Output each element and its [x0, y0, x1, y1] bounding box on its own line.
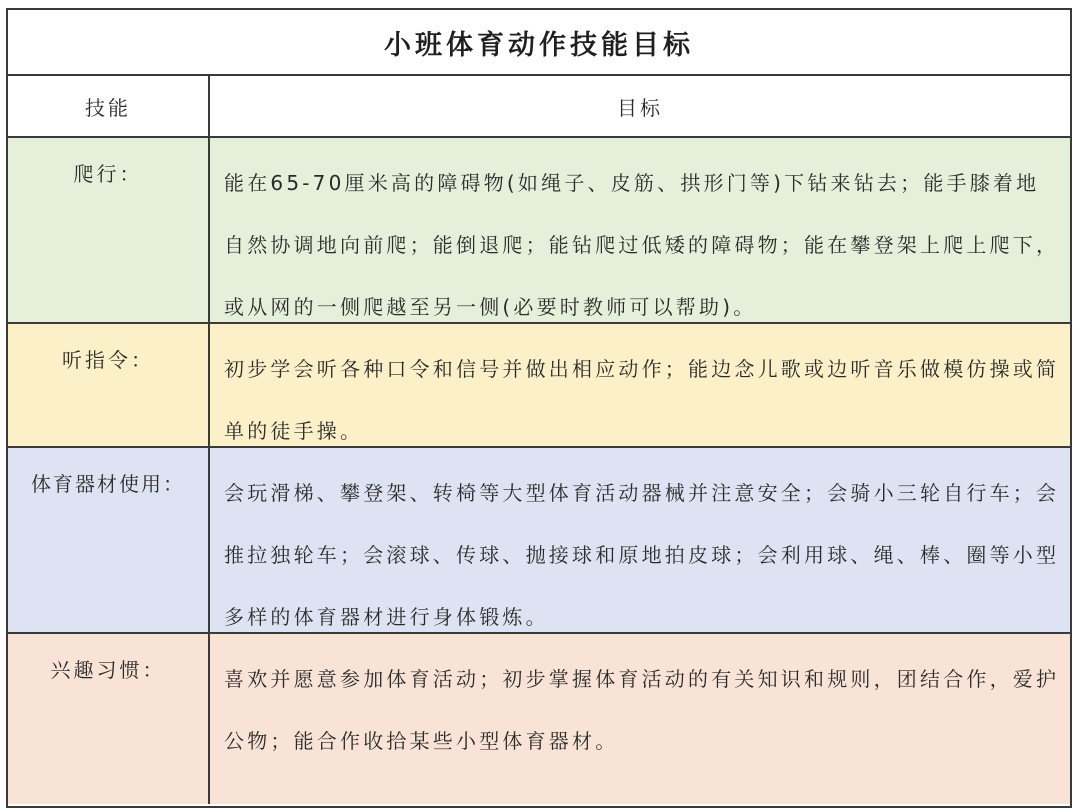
- table-row-equipment: [8, 448, 1070, 634]
- skill-crawling: 爬行：: [8, 138, 210, 322]
- goal-interest: 喜欢并愿意参加体育活动；初步掌握体育活动的有关知识和规则，团结合作，爱护公物；能合作收拾某些小型体育器材。: [224, 667, 1060, 753]
- table-header-row: [8, 76, 1070, 138]
- skill-interest: 兴趣习惯：: [8, 634, 210, 804]
- skill-goals-table: [6, 8, 1072, 808]
- table-row-instructions: [8, 324, 1070, 448]
- table-row-crawling: [8, 138, 1070, 324]
- goal-equipment: 会玩滑梯、攀登架、转椅等大型体育活动器械并注意安全；会骑小三轮自行车；会推拉独轮车；会滚球、传球、抛接球和原地拍皮球；会利用球、绳、棒、圈等小型多样的体育器材进行身体锻炼。: [224, 481, 1060, 629]
- table-row-interest: [8, 634, 1070, 804]
- header-goal: 目标: [617, 95, 663, 120]
- table-title: 小班体育动作技能目标: [8, 10, 1070, 76]
- skill-instructions: 听指令：: [8, 324, 210, 446]
- skill-equipment: 体育器材使用：: [8, 448, 210, 632]
- goal-crawling: 能在65-70厘米高的障碍物(如绳子、皮筋、拱形门等)下钻来钻去；能手膝着地自然协调地向前爬；能倒退爬；能钻爬过低矮的障碍物；能在攀登架上爬上爬下，或从网的一侧爬越至另一侧(必要时教师可以帮助)。: [224, 171, 1060, 319]
- goal-instructions: 初步学会听各种口令和信号并做出相应动作；能边念儿歌或边听音乐做模仿操或简单的徒手操。: [224, 357, 1060, 443]
- header-skill: 技能: [8, 76, 210, 136]
